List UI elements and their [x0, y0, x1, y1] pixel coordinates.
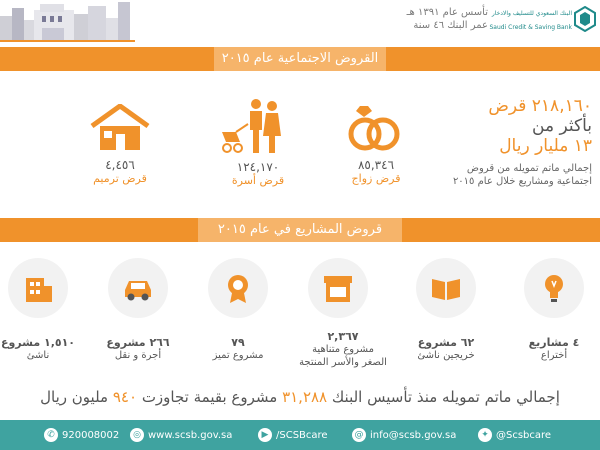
logo-arabic-name: البنك السعودي للتسليف والادخار: [491, 10, 572, 17]
total-amount: ١٣ مليار ريال: [499, 136, 592, 156]
transport-projects-count: ٢٦٦ مشروع: [106, 336, 170, 349]
micro-projects-count: ٢,٣٦٧: [327, 330, 359, 343]
total-projects-summary: [0, 388, 600, 406]
startup-projects-label: ناشئ: [26, 350, 50, 361]
startup-projects: [0, 336, 88, 362]
book-icon: [416, 258, 476, 318]
graduate-projects-label: خريجين ناشئ: [417, 350, 475, 361]
graduate-projects: [396, 336, 496, 362]
family-loan-value: ١٢٤,١٧٠: [236, 160, 280, 174]
social-loans-title: القروض الاجتماعية عام ٢٠١٥: [221, 51, 379, 66]
invention-projects-label: أختراع: [540, 350, 568, 361]
email-address: info@scsb.gov.sa: [370, 429, 457, 441]
marriage-loan-value: ٨٥,٣٤٦: [357, 158, 395, 172]
bank-logo: [489, 4, 596, 40]
total-desc-line2: اجتماعية ومشاريع خلال عام ٢٠١٥: [452, 176, 592, 187]
micro-projects: [288, 330, 398, 369]
city-skyline-illustration: [0, 0, 135, 42]
graduate-projects-count: ٦٢ مشروع: [417, 336, 475, 349]
youtube-link[interactable]: [258, 427, 328, 443]
car-icon: [108, 258, 168, 318]
founded-info: [390, 6, 488, 32]
total-social-loans: [452, 96, 592, 188]
transport-projects-label: أجرة و نقل: [114, 350, 162, 361]
renovation-loan-value: ٤,٤٥٦: [105, 158, 135, 172]
invention-projects-count: ٤ مشاريع: [528, 336, 580, 349]
twitter-link[interactable]: [478, 427, 551, 443]
total-loans-count: ٢١٨,١٦٠ قرض: [488, 96, 592, 116]
shop-icon: [308, 258, 368, 318]
marriage-loan: [326, 158, 426, 186]
project-loans-banner: [0, 218, 600, 242]
family-loan: [208, 160, 308, 188]
micro-projects-label-2: الصغر والأسر المنتجة: [299, 357, 387, 368]
phone-link[interactable]: [44, 427, 119, 443]
twitter-icon: ✦: [478, 428, 492, 442]
transport-projects: [88, 336, 188, 362]
invention-projects: [504, 336, 600, 362]
startup-projects-count: ١,٥١٠ مشروع: [0, 336, 76, 349]
summary-part3: مليون ريال: [40, 388, 109, 406]
summary-value: ٩٤٠: [112, 388, 138, 406]
total-desc-line1: إجمالي ماتم تمويله من قروض: [466, 163, 592, 174]
email-icon: @: [352, 428, 366, 442]
phone-icon: ✆: [44, 428, 58, 442]
excellence-projects-count: ٧٩: [231, 336, 245, 349]
summary-part2: مشروع بقيمة تجاوزت: [141, 388, 278, 406]
more-than-text: بأكثر من: [532, 116, 592, 136]
renovation-loan-label: قرض ترميم: [93, 172, 147, 185]
bank-age: عمر البنك ٤٦ سنة: [413, 20, 488, 31]
renovation-loan: [70, 158, 170, 186]
website-link[interactable]: [130, 427, 232, 443]
excellence-projects-label: مشروع تميز: [212, 350, 264, 361]
medal-icon: [208, 258, 268, 318]
bank-logo-mark-icon: [574, 6, 596, 32]
social-loans-banner: [0, 47, 600, 71]
excellence-projects: [188, 336, 288, 362]
youtube-handle: /SCSBcare: [276, 429, 328, 441]
logo-english-name: Saudi Credit & Saving Bank: [489, 24, 572, 31]
bulb-icon: [524, 258, 584, 318]
summary-part1: إجمالي ماتم تمويله منذ تأسيس البنك: [331, 388, 560, 406]
founded-year: تأسس عام ١٣٩١ هـ: [406, 7, 488, 18]
family-icon: [218, 98, 284, 156]
project-loans-title: قروض المشاريع في عام ٢٠١٥: [217, 222, 383, 237]
email-link[interactable]: [352, 427, 456, 443]
twitter-handle: @Scsbcare: [496, 429, 552, 441]
family-loan-label: قرض أسرة: [231, 174, 285, 187]
globe-icon: ◎: [130, 428, 144, 442]
house-icon: [88, 104, 152, 152]
micro-projects-label: مشروع متناهية: [312, 344, 374, 355]
contact-footer: [0, 420, 600, 450]
website-text: www.scsb.gov.sa: [148, 429, 233, 441]
youtube-icon: ▶: [258, 428, 272, 442]
phone-number: 920008002: [62, 429, 120, 441]
building-icon: [8, 258, 68, 318]
marriage-loan-label: قرض زواج: [351, 172, 401, 185]
summary-count: ٣١,٢٨٨: [282, 388, 328, 406]
rings-icon: [346, 102, 402, 154]
